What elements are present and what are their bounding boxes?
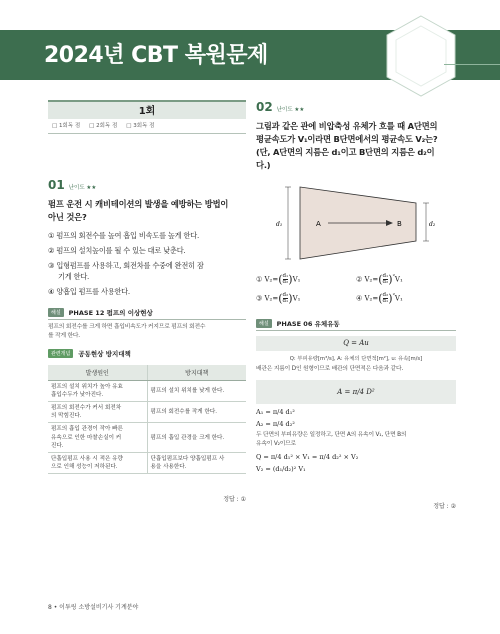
explain-tag: 해설 <box>48 308 64 317</box>
q2-option-4[interactable]: ④ V₂=( $\frac{\text{d₂}}{\text{d₁}}$ )$^{^2}$V₁ <box>356 291 403 306</box>
area-text: 배관은 지름이 D인 원형이므로 배관의 단면적은 다음과 같다. <box>256 366 404 373</box>
q2-explain-header <box>256 319 456 331</box>
q2-option-2[interactable]: ② V₂=( $\frac{\text{d₁}}{\text{d₂}}$ )$^{^2}$V₁ <box>356 272 403 287</box>
label-d1: d₁ <box>276 221 283 229</box>
cavitation-table <box>48 365 246 474</box>
q1-option-1[interactable]: ① 펌프의 회전수를 높여 흡입 비속도를 높게 한다. <box>48 230 200 240</box>
label-d2: d₂ <box>429 221 436 229</box>
page-footer: 8 • 이투링 소방설비기사 기계분야 <box>48 604 139 611</box>
related-tag: 관련개념 <box>48 349 73 358</box>
table-row: 단흡입펌프 사용 시 적은 유량 으로 인해 성능이 저하된다. 단흡입펌프보다 양흡입펌프 사 용을 사용한다. <box>48 452 246 473</box>
pipe-diagram <box>266 179 452 267</box>
q1-explanation: 펌프의 회전수를 크게 하면 흡입비속도가 커지므로 펌프의 회전수 를 작게 한다. <box>48 323 206 339</box>
table-row: 펌프의 흡입 관경이 작아 빠른 유속으로 인한 마찰손실이 커 진다. 펌프의 흡입 관경을 크게 한다. <box>48 423 246 452</box>
q2-question: 그림과 같은 관에 비압축성 유체가 흐를 때 A단면의 평균속도가 V₁이라면 B단면에서의 평균속도 V₂는? (단, A단면의 지름은 d₁이고 B단면의 지름은 d₂이 다.) <box>256 121 438 170</box>
q2-number: 02 <box>256 100 273 114</box>
q2-option-3[interactable]: ③ V₂=( $\frac{\text{d₂}}{\text{d₁}}$ )V₁ <box>256 291 301 306</box>
check-1[interactable]: □ 1회독 점 <box>52 123 81 129</box>
table-row: 펌프의 회전수가 커서 회전차 의 막힘진다. 펌프의 회전수를 작게 한다. <box>48 402 246 423</box>
flow-formula-note: Q: 부피유량[m³/s], A: 유체의 단면적[m²], u: 유속[m/s] <box>289 356 423 363</box>
q2-difficulty: 난이도 ★★ <box>276 107 305 113</box>
q1-number: 01 <box>48 178 65 192</box>
study-check-row <box>48 119 246 134</box>
left-column <box>48 100 246 503</box>
q1-related-header <box>48 349 246 360</box>
q1-explain-header <box>48 308 246 320</box>
check-3[interactable]: □ 3회독 점 <box>126 123 155 129</box>
flow-formula: Q = Au <box>256 336 456 351</box>
area-a2: A₂ = π/4 d₂² <box>256 419 295 428</box>
v2-result: V₂ = (d₁/d₂)² V₁ <box>256 465 306 474</box>
q1-difficulty: 난이도 ★★ <box>68 185 97 191</box>
check-2[interactable]: □ 2회독 점 <box>89 123 118 129</box>
q1-head <box>48 178 246 192</box>
q2-head <box>256 100 456 114</box>
continuity-text: 두 단면의 부피유량은 일정하고, 단면 A의 유속이 V₁, 단면 B의 유속이 V₂이므로 <box>256 431 407 447</box>
q1-question: 펌프 운전 시 캐비테이션의 발생을 예방하는 방법이 아닌 것은? <box>48 199 229 222</box>
page-title: 2024년 CBT 복원문제 <box>44 43 268 68</box>
round-title: 1회 <box>48 100 246 119</box>
q2-option-1[interactable]: ① V₂=( $\frac{\text{d₁}}{\text{d₂}}$ )V₁ <box>256 272 301 287</box>
table-header-measure: 방지대책 <box>147 365 246 381</box>
q2-options <box>256 273 456 305</box>
right-column <box>256 100 456 510</box>
q1-option-2[interactable]: ② 펌프의 설치높이를 될 수 있는 대로 낮춘다. <box>48 245 186 255</box>
hexagon-decoration-icon <box>385 14 457 98</box>
area-formula: A = π/4 D² <box>256 380 456 404</box>
explain-title: PHASE 12 펌프의 이상현상 <box>68 308 153 317</box>
q1-option-4[interactable]: ④ 양흡입 펌프를 사용한다. <box>48 287 131 297</box>
related-title: 공동현상 방지대책 <box>78 350 131 359</box>
q1-option-3[interactable]: ③ 입형펌프를 사용하고, 회전차를 수중에 완전히 잠 기게 한다. <box>48 261 204 282</box>
label-b: B <box>397 220 402 229</box>
explain-title: PHASE 06 유체유동 <box>276 320 340 329</box>
label-a: A <box>316 220 321 229</box>
table-header-cause: 발생원인 <box>48 365 147 381</box>
q2-answer: 정답 : ② <box>433 503 456 511</box>
q1-answer: 정답 : ① <box>223 496 246 504</box>
table-row: 펌프의 설치 위치가 높아 유효 흡입수두가 낮아진다. 펌프의 설치 위치를 낮게 한다. <box>48 381 246 402</box>
explain-tag: 해설 <box>256 319 272 328</box>
header-deco-line <box>444 64 500 65</box>
area-a1: A₁ = π/4 d₁² <box>256 407 295 416</box>
continuity-eq: Q = π/4 d₁² × V₁ = π/4 d₂² × V₂ <box>256 453 359 462</box>
pipe-diagram-svg <box>266 179 452 267</box>
